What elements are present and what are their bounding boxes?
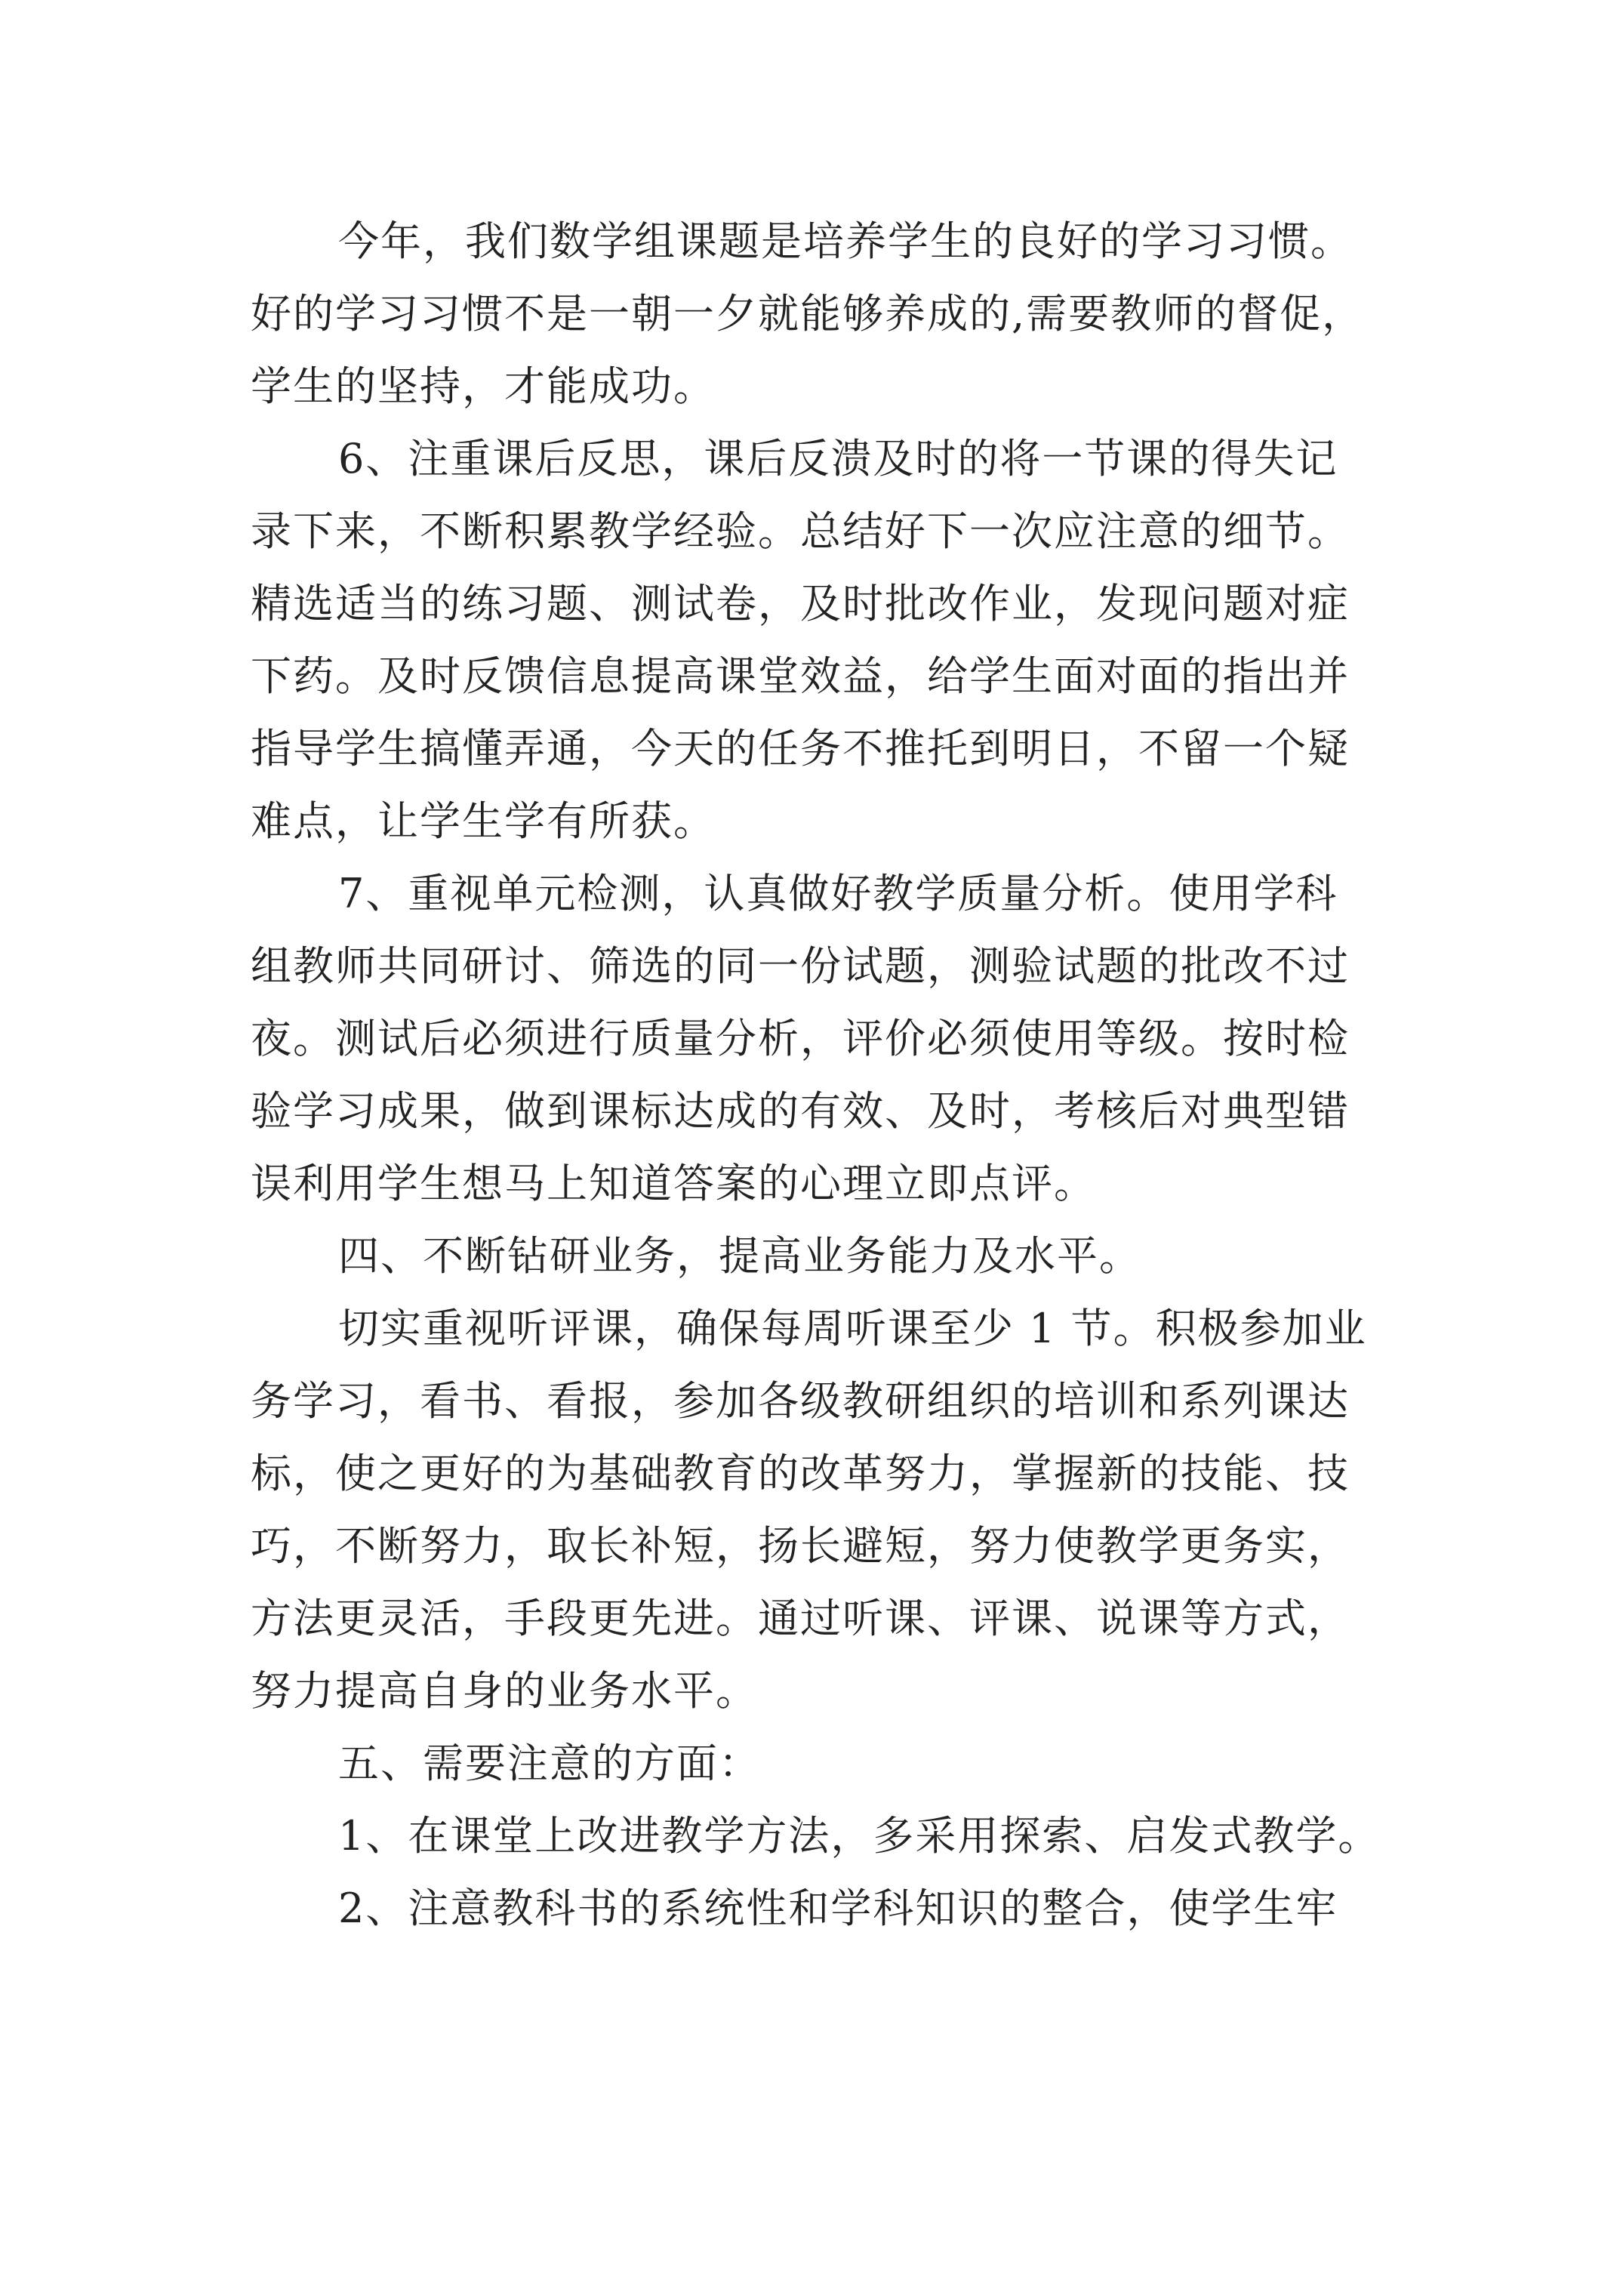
paragraph-line: 组教师共同研讨、筛选的同一份试题，测验试题的批改不过 [251, 942, 1350, 990]
paragraph-line: 下药。及时反馈信息提高课堂效益，给学生面对面的指出并 [251, 652, 1350, 700]
paragraph-line: 录下来，不断积累教学经验。总结好下一次应注意的细节。 [251, 507, 1350, 555]
paragraph-line: 精选适当的练习题、测试卷，及时批改作业，发现问题对症 [251, 580, 1350, 627]
paragraph-line: 标，使之更好的为基础教育的改革努力，掌握新的技能、技 [251, 1450, 1350, 1497]
paragraph-line: 难点，让学生学有所获。 [251, 797, 716, 845]
paragraph-line: 切实重视听评课，确保每周听课至少 1 节。积极参加业 [338, 1305, 1367, 1352]
paragraph-line: 2、注意教科书的系统性和学科知识的整合，使学生牢 [338, 1885, 1338, 1932]
paragraph-line: 指导学生搞懂弄通，今天的任务不推托到明日，不留一个疑 [251, 725, 1350, 772]
paragraph-line: 学生的坚持，才能成功。 [251, 362, 716, 410]
paragraph-line: 7、重视单元检测，认真做好教学质量分析。使用学科 [338, 870, 1338, 917]
paragraph-line: 巧，不断努力，取长补短，扬长避短，努力使教学更务实， [251, 1522, 1350, 1570]
paragraph-line: 夜。测试后必须进行质量分析，评价必须使用等级。按时检 [251, 1015, 1350, 1062]
paragraph-line: 误利用学生想马上知道答案的心理立即点评。 [251, 1160, 1096, 1207]
section-heading: 五、需要注意的方面： [338, 1740, 761, 1787]
document-body [251, 205, 1436, 1945]
paragraph-line: 务学习，看书、看报，参加各级教研组织的培训和系列课达 [251, 1377, 1350, 1425]
paragraph-line: 努力提高自身的业务水平。 [251, 1667, 758, 1715]
paragraph-line: 今年，我们数学组课题是培养学生的良好的学习习惯。 [338, 217, 1353, 265]
paragraph-line: 验学习成果，做到课标达成的有效、及时，考核后对典型错 [251, 1087, 1350, 1135]
paragraph-line: 好的学习习惯不是一朝一夕就能够养成的,需要教师的督促， [251, 290, 1365, 337]
section-heading: 四、不断钻研业务，提高业务能力及水平。 [338, 1232, 1141, 1280]
paragraph-line: 1、在课堂上改进教学方法，多采用探索、启发式教学。 [338, 1812, 1381, 1860]
paragraph-line: 方法更灵活，手段更先进。通过听课、评课、说课等方式， [251, 1595, 1350, 1642]
paragraph-line: 6、注重课后反思，课后反溃及时的将一节课的得失记 [338, 435, 1338, 482]
